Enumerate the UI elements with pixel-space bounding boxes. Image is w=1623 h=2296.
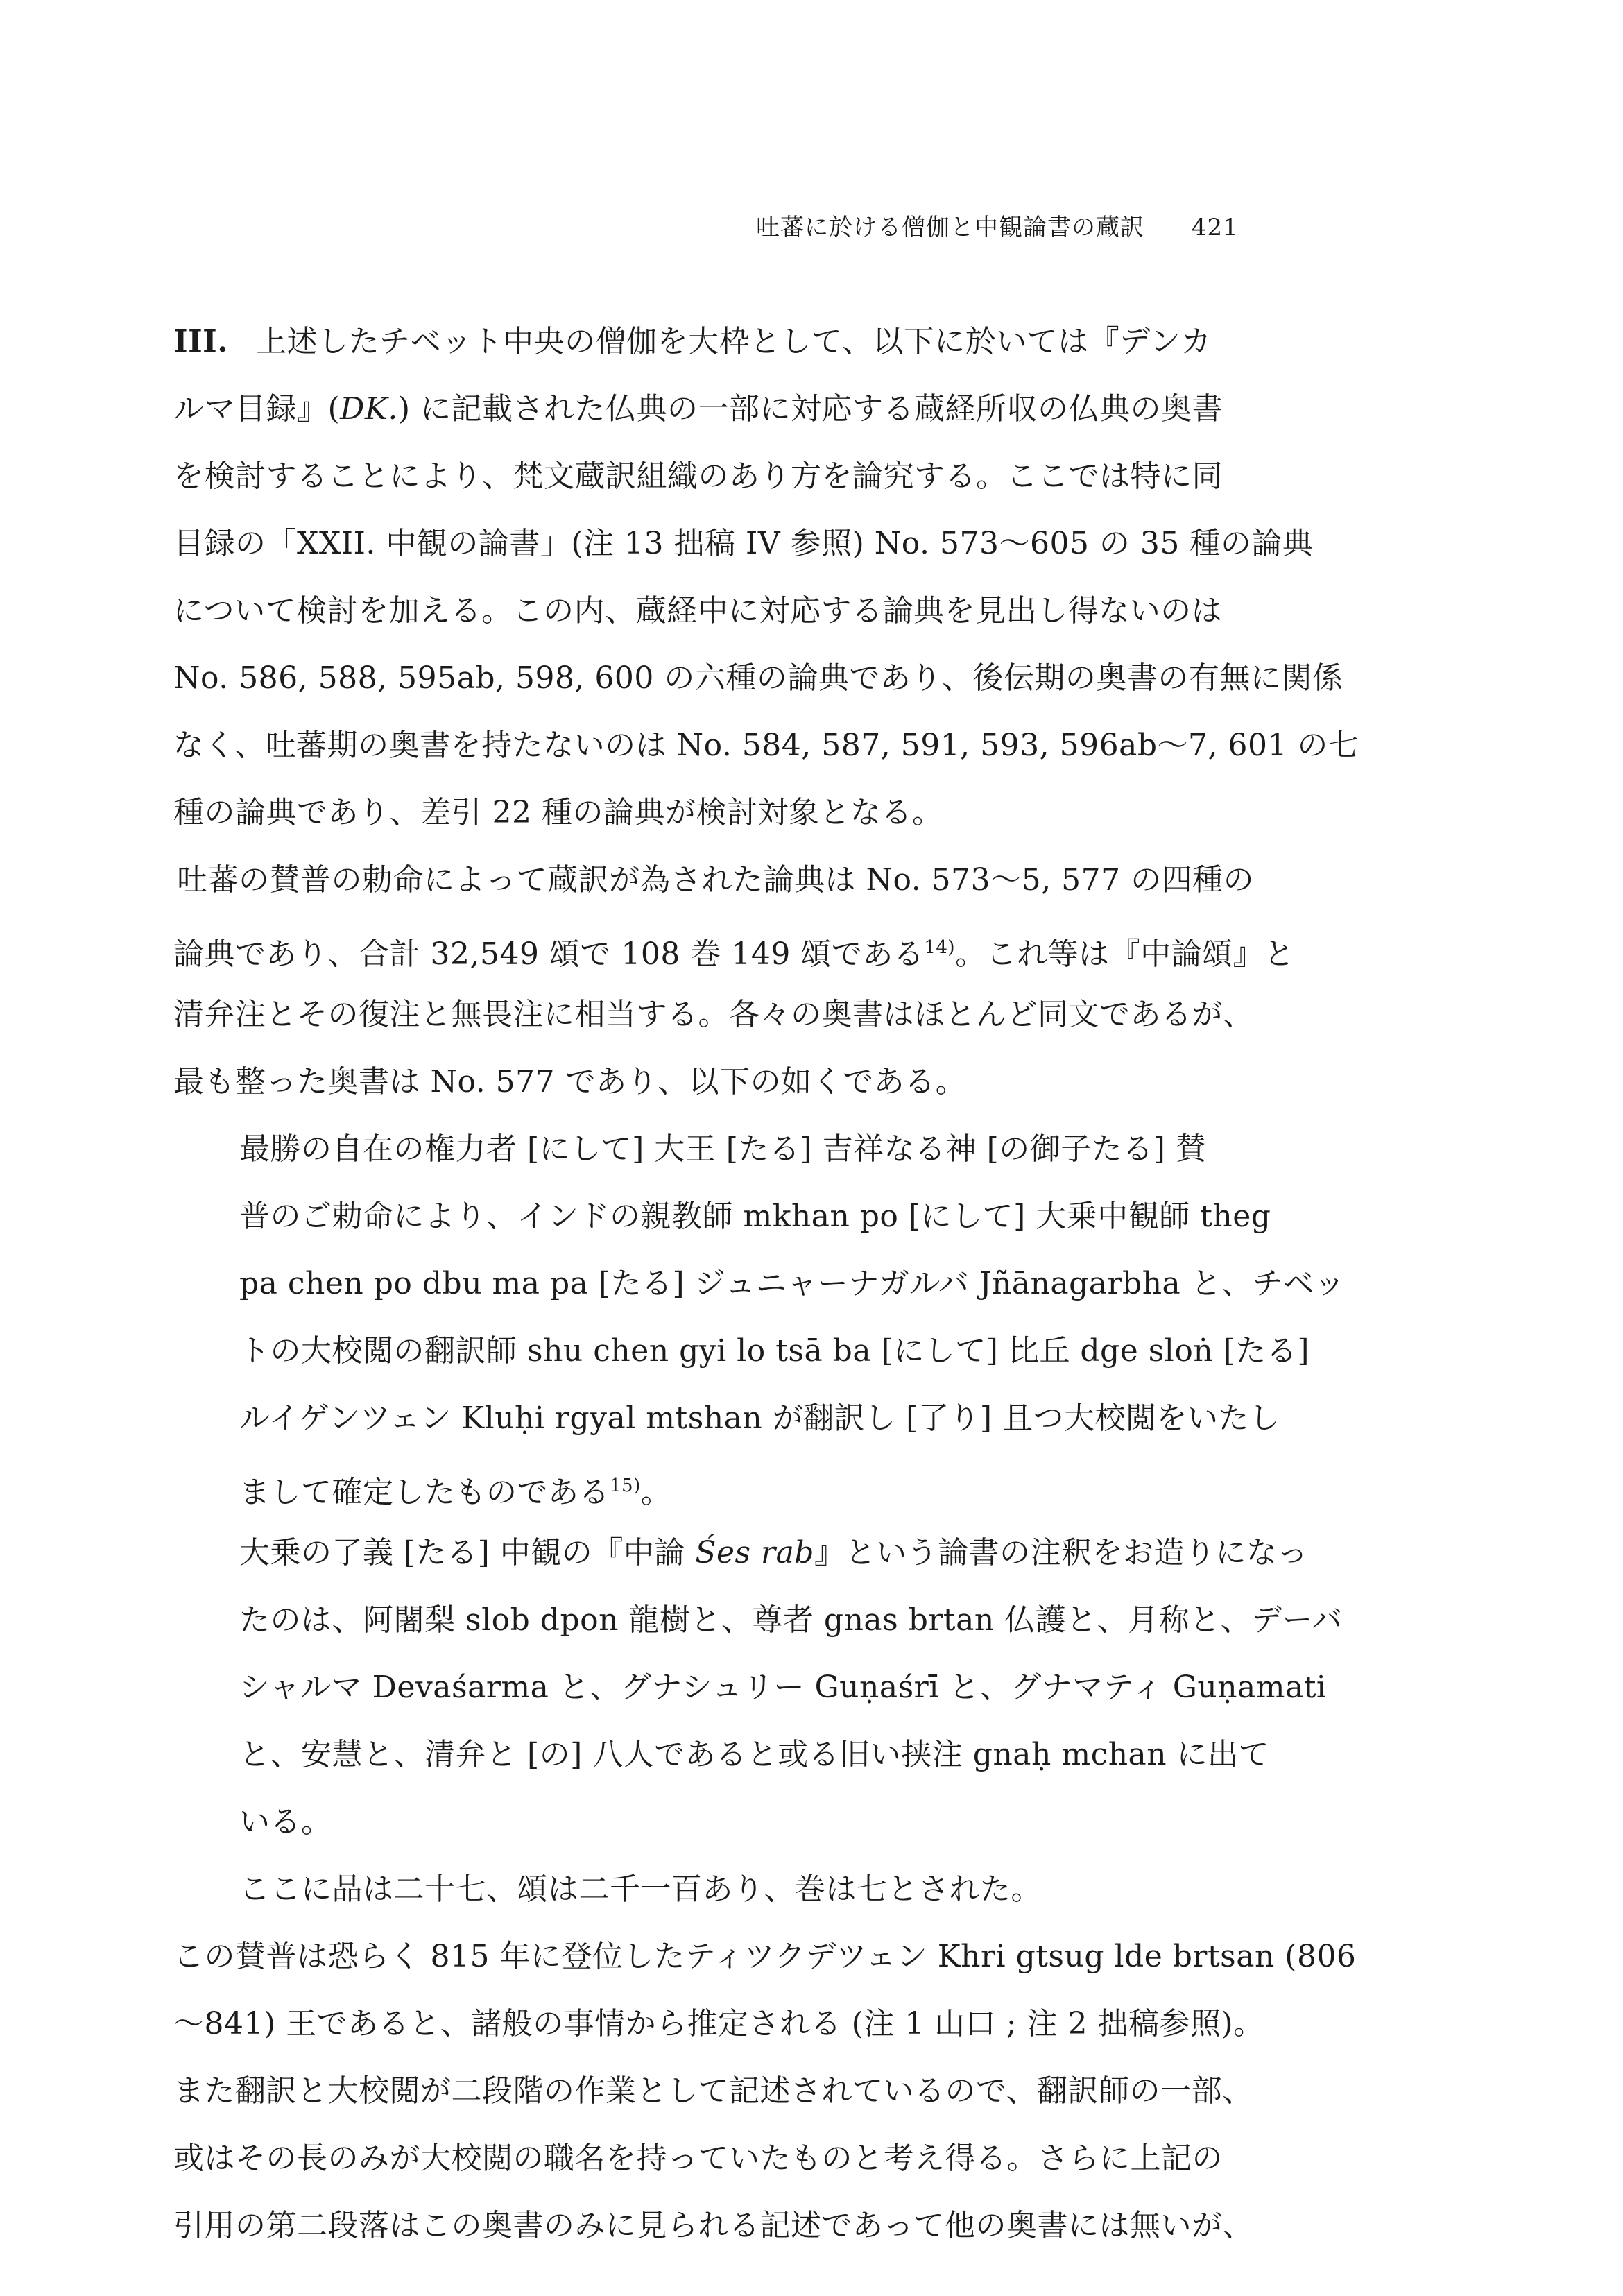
quote-line: ここに品は二十七、頌は二千一百あり、巻は七とされた。 (239, 1871, 1042, 1907)
quote-line: シャルマ Devaśarma と、グナシュリー Guṇaśrī と、グナマティ Guṇamati (239, 1670, 1327, 1705)
text-segment: 。 (640, 1475, 672, 1510)
running-head (756, 208, 1380, 242)
footnote-ref: 14) (924, 937, 956, 958)
text-line: 引用の第二段落はこの奥書のみに見られる記述であって他の奥書には無いが、 (173, 2208, 1254, 2243)
text-segment: 上述したチベット中央の僧伽を大枠として、以下に於いては『デンカ (256, 324, 1212, 359)
page-number: 421 (1191, 214, 1239, 241)
quote-line (239, 1532, 1380, 1574)
text-segment: 大乗の了義 [たる] 中観の『中論 (239, 1535, 696, 1570)
section-number: III. (173, 324, 229, 359)
quote-line: トの大校閲の翻訳師 shu chen gyi lo tsā ba [にして] 比丘 dge sloṅ [たる] (239, 1333, 1310, 1369)
quote-line: pa chen po dbu ma pa [たる] ジュニャーナガルバ Jñānagarbha と、チベッ (239, 1266, 1346, 1301)
text-line: 或はその長のみが大校閲の職名を持っていたものと考え得る。さらに上記の (173, 2141, 1223, 2176)
footnote-ref: 15) (610, 1475, 641, 1496)
quote-line: いる。 (239, 1804, 332, 1840)
text-segment: 』という論書の注釈をお造りになっ (814, 1535, 1308, 1570)
text-segment: ) に記載された仏典の一部に対応する蔵経所収の仏典の奥書 (397, 391, 1223, 427)
quote-line: 普のご勅命により、インドの親教師 mkhan po [にして] 大乗中観師 theg (239, 1199, 1271, 1234)
text-line: なく、吐蕃期の奥書を持たないのは No. 584, 587, 591, 593, 596ab〜7, 601 の七 (173, 728, 1359, 763)
text-line (173, 927, 1380, 975)
text-line: 清弁注とその復注と無畏注に相当する。各々の奥書はほとんど同文であるが、 (173, 997, 1254, 1032)
text-line: 目録の「XXII. 中観の論書」(注 13 拙稿 IV 参照) No. 573〜605 の 35 種の論典 (173, 526, 1314, 561)
quote-line (239, 1465, 1380, 1514)
text-line (173, 321, 1380, 363)
text-line: 種の論典であり、差引 22 種の論典が検討対象となる。 (173, 795, 943, 830)
text-segment: まして確定したものである (239, 1475, 610, 1510)
quote-line: たのは、阿闍梨 slob dpon 龍樹と、尊者 gnas brtan 仏護と、月称と、デーバ (239, 1602, 1343, 1638)
text-segment: 。これ等は『中論頌』と (955, 936, 1295, 972)
text-line: この賛普は恐らく 815 年に登位したティツクデツェン Khri gtsug lde brtsan (806 (173, 1939, 1357, 1974)
quote-line: ルイゲンツェン Kluḥi rgyal mtshan が翻訳し [了り] 且つ大校閲をいたし (239, 1400, 1280, 1436)
text-segment: 論典であり、合計 32,549 頌で 108 巻 149 頌である (173, 936, 925, 972)
text-line: No. 586, 588, 595ab, 598, 600 の六種の論典であり、後伝期の奥書の有無に関係 (173, 660, 1343, 696)
text-line: を検討することにより、梵文蔵訳組織のあり方を論究する。ここでは特に同 (173, 459, 1223, 494)
text-segment-italic: Śes rab (695, 1535, 814, 1570)
running-title: 吐蕃に於ける僧伽と中観論書の蔵訳 (756, 214, 1144, 241)
text-line: 〜841) 王であると、諸般の事情から推定される (注 1 山口 ; 注 2 拙稿参照)。 (173, 2006, 1264, 2041)
text-segment: 吐蕃の賛普の勅命によって蔵訳が為された論典は No. 573〜5, 577 の四種の (177, 862, 1255, 898)
text-segment: ルマ目録』( (173, 391, 341, 427)
text-segment-italic: DK. (340, 391, 398, 427)
quote-line: 最勝の自在の権力者 [にして] 大王 [たる] 吉祥なる神 [の御子たる] 賛 (239, 1131, 1207, 1167)
quote-line: と、安慧と、清弁と [の] 八人であると或る旧い挟注 gnaḥ mchan に出て (239, 1737, 1270, 1772)
text-line (173, 388, 1380, 430)
text-line: について検討を加える。この内、蔵経中に対応する論典を見出し得ないのは (173, 593, 1223, 628)
text-line (177, 859, 1384, 901)
text-line: また翻訳と大校閲が二段階の作業として記述されているので、翻訳師の一部、 (173, 2073, 1253, 2109)
text-line: 最も整った奥書は No. 577 であり、以下の如くである。 (173, 1064, 967, 1099)
